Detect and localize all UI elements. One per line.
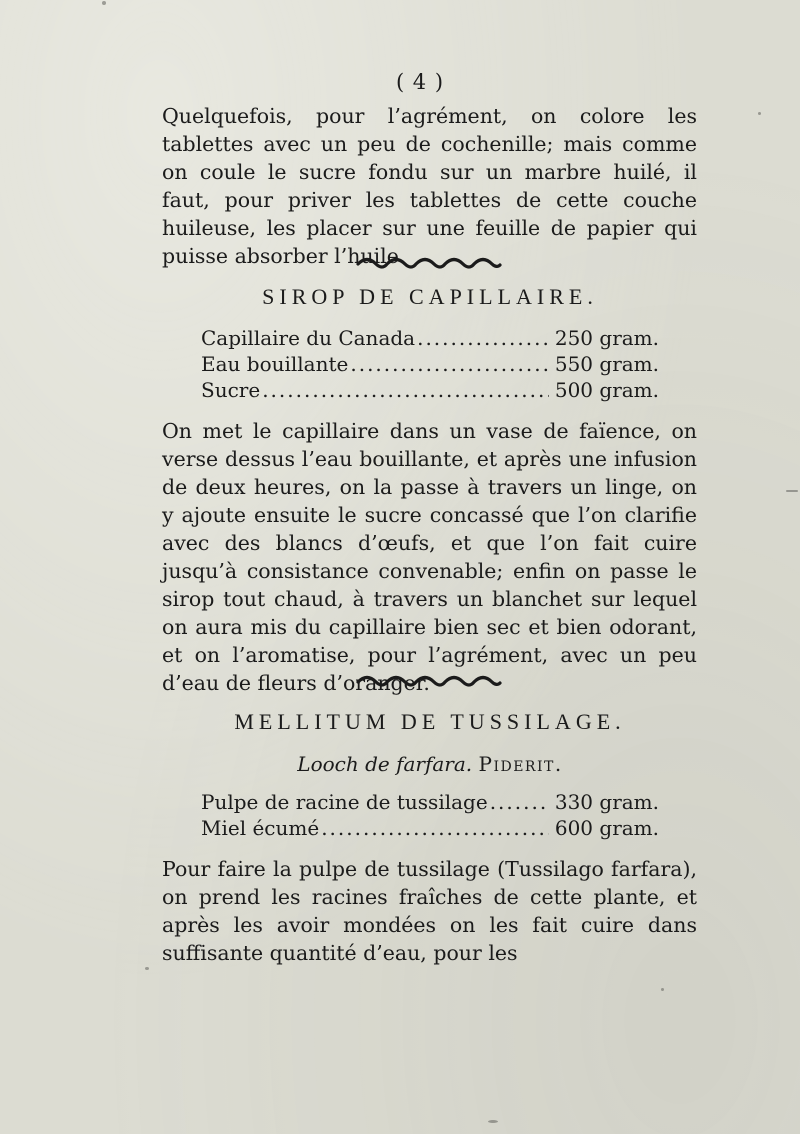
dot-leader: [262, 377, 549, 403]
ingredient-quantity: 550 gram.: [554, 352, 659, 376]
ingredient-row: [201, 377, 659, 403]
ingredient-name: Capillaire du Canada: [201, 326, 416, 350]
dot-leader: [350, 351, 549, 377]
ingredient-row: [201, 815, 659, 841]
ingredient-name: Pulpe de racine de tussilage: [201, 790, 488, 814]
ingredient-name: Eau bouillante: [201, 352, 349, 376]
sirop-instructions: [162, 417, 697, 697]
wave-ornament-divider: [356, 675, 502, 689]
ingredient-quantity: 330 gram.: [554, 790, 659, 814]
ingredient-list-mellitum: [201, 789, 659, 841]
ingredient-row: [201, 325, 659, 351]
section-title-mellitum-de-tussilage: MELLITUM DE TUSSILAGE.: [234, 709, 626, 734]
sirop-instructions-text: On met le capillaire dans un vase de faïence, on verse dessus l’eau bouillante, et après une infusion de deux heures, on la passe à travers un linge, on y ajoute ensuite le sucre concassé que l’on clarifie avec des blancs d’œufs, et que l’on fait cuire jusqu’à consistance convenable; enfin on passe le sirop tout chaud, à travers un blanchet sur lequel on aura mis du capillaire bien sec et bien odorant, et on l’aromatise, pour l’agrément, avec un peu d’eau de fleurs d’oranger.: [162, 419, 697, 695]
paper-speck: [661, 988, 664, 991]
ingredient-name: Miel écumé: [201, 816, 320, 840]
mellitum-instructions-text: Pour faire la pulpe de tussilage (Tussilago farfara), on prend les racines fraîches de cette plante, et après les avoir mondées on les fait cuire dans suffisante quantité d’eau, pour les: [162, 857, 697, 965]
paper-speck: [758, 112, 761, 115]
ingredient-row: [201, 789, 659, 815]
dot-leader: [321, 815, 549, 841]
ingredient-row: [201, 351, 659, 377]
section-subtitle: [0, 752, 800, 776]
ingredient-list-sirop: [201, 325, 659, 403]
paper-speck: [488, 1120, 498, 1123]
dot-leader: [417, 325, 549, 351]
intro-paragraph-text: Quelquefois, pour l’agrément, on colore les tablettes avec un peu de cochenille; mais comme on coule le sucre fondu sur un marbre huilé, il faut, pour priver les tablettes de cette couche huileuse, les placer sur une feuille de papier qui puisse absorber l’huile.: [162, 104, 697, 268]
ingredient-quantity: 250 gram.: [554, 326, 659, 350]
paper-speck: [786, 490, 798, 492]
ingredient-name: Sucre: [201, 378, 261, 402]
intro-paragraph: [162, 102, 697, 270]
paper-speck: [145, 967, 149, 970]
page-number: ( 4 ): [395, 70, 445, 94]
section-title-sirop-de-capillaire: SIROP DE CAPILLAIRE.: [262, 284, 598, 309]
subtitle-author: Piderit.: [478, 752, 563, 776]
paper-speck: [102, 1, 106, 5]
mellitum-instructions: [162, 855, 697, 967]
wave-ornament-divider: [356, 257, 502, 271]
dot-leader: [490, 789, 549, 815]
ingredient-quantity: 500 gram.: [554, 378, 659, 402]
subtitle-latin-name: Looch de farfara.: [297, 752, 473, 776]
ingredient-quantity: 600 gram.: [554, 816, 659, 840]
